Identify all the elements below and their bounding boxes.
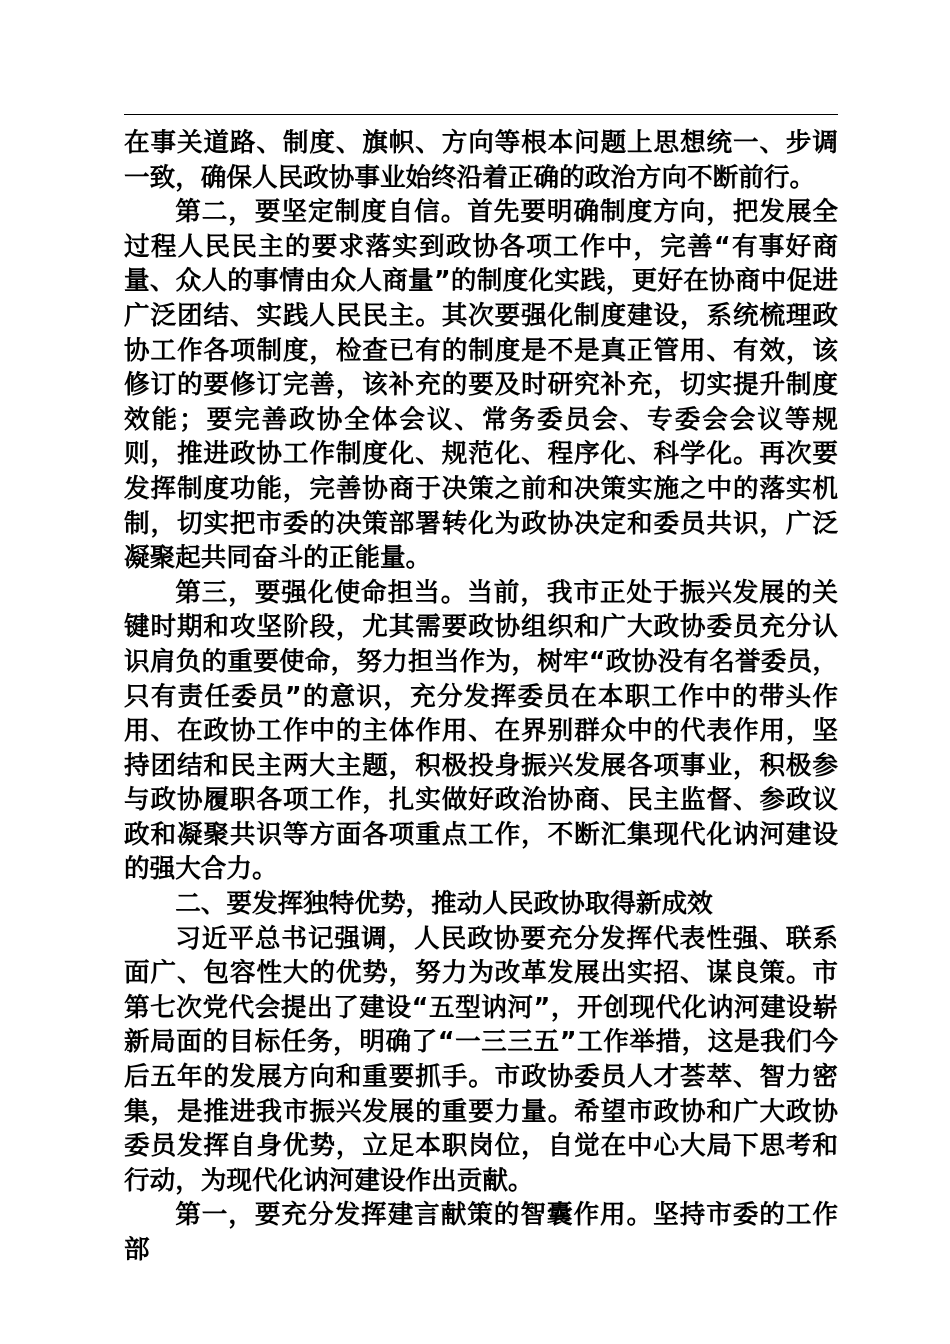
section-heading: 二、要发挥独特优势，推动人民政协取得新成效 bbox=[175, 889, 713, 920]
paragraph-continued: 在事关道路、制度、旗帜、方向等根本问题上思想统一、步调一致，确保人民政协事业始终沿着正确的政治方向不断前行。 bbox=[124, 128, 838, 193]
header-rule bbox=[124, 114, 838, 115]
document-body bbox=[124, 126, 838, 1268]
paragraph-institutional-confidence: 第二，要坚定制度自信。首先要明确制度方向，把发展全过程人民民主的要求落实到政协各项工作中，完善“有事好商量、众人的事情由众人商量”的制度化实践，更好在协商中促进广泛团结、实践人民民主。其次要强化制度建设，系统梳理政协工作各项制度，检查已有的制度是不是真正管用、有效，该修订的要修订完善，该补充的要及时研究补充，切实提升制度效能；要完善政协全体会议、常务委员会、专委会会议等规则，推进政协工作制度化、规范化、程序化、科学化。再次要发挥制度功能，完善协商于决策之前和决策实施之中的落实机制，切实把市委的决策部署转化为政协决定和委员共识，广泛凝聚起共同奋斗的正能量。 bbox=[124, 197, 838, 574]
paragraph-mission: 第三，要强化使命担当。当前，我市正处于振兴发展的关键时期和攻坚阶段，尤其需要政协组织和广大政协委员充分认识肩负的重要使命，努力担当作为，树牢“政协没有名誉委员，只有责任委员”的意识，充分发挥委员在本职工作中的带头作用、在政协工作中的主体作用、在界别群众中的代表作用，坚持团结和民主两大主题，积极投身振兴发展各项事业，积极参与政协履职各项工作，扎实做好政治协商、民主监督、参政议政和凝聚共识等方面各项重点工作，不断汇集现代化讷河建设的强大合力。 bbox=[124, 577, 838, 885]
paragraph-advantages: 习近平总书记强调，人民政协要充分发挥代表性强、联系面广、包容性大的优势，努力为改革发展出实招、谋良策。市第七次党代会提出了建设“五型讷河”，开创现代化讷河建设崭新局面的目标任务，明确了“一三三五”工作举措，这是我们今后五年的发展方向和重要抓手。市政协委员人才荟萃、智力密集，是推进我市振兴发展的重要力量。希望市政协和广大政协委员发挥自身优势，立足本职岗位，自觉在中心大局下思考和行动，为现代化讷河建设作出贡献。 bbox=[124, 923, 838, 1196]
paragraph-think-tank: 第一，要充分发挥建言献策的智囊作用。坚持市委的工作部 bbox=[124, 1200, 838, 1265]
